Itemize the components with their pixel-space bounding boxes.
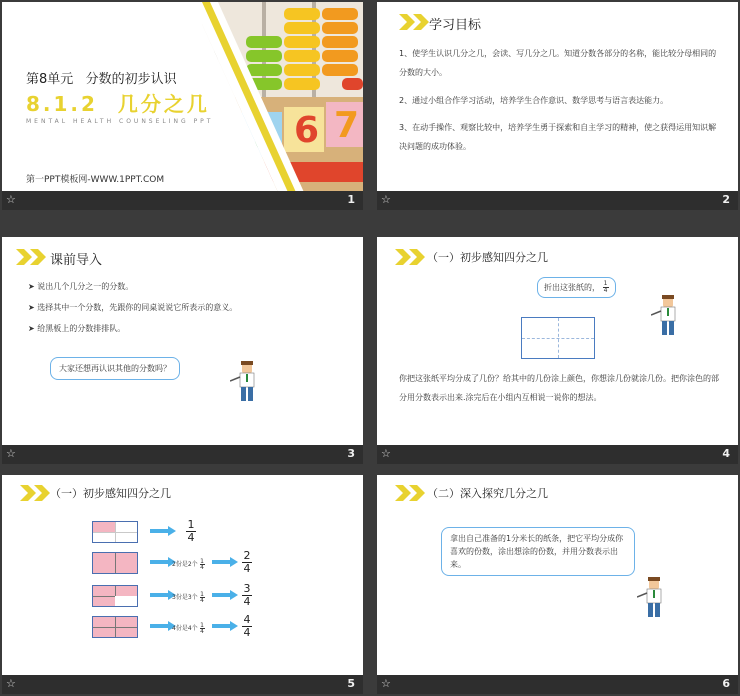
slide-title: （二）深入探究几分之几 [427, 487, 548, 500]
slide-4[interactable] [377, 237, 738, 464]
goal-item-1: 1、使学生认识几分之几，会读、写几分之几。知道分数各部分的名称，能比较分母相同的分数的大小。 [399, 49, 717, 77]
goal-item-2: 2、通过小组合作学习活动，培养学生合作意识、数学思考与语言表达能力。 [399, 96, 669, 105]
intro-item-3: ➤ 给黑板上的分数排排队。 [28, 324, 126, 333]
row-label-4: 4份是4个 $\frac{1}{4}$ [172, 622, 204, 635]
intro-item-2: ➤ 选择其中一个分数，先跟你的同桌说说它所表示的意义。 [28, 303, 238, 312]
unit-fraction: $\frac{1}{4}$ [200, 591, 204, 604]
slide-number: 4 [722, 447, 730, 460]
slide-bar [2, 445, 363, 464]
fraction-result-2: 2 4 [243, 549, 251, 575]
row-label-2: 2份是2个 $\frac{1}{4}$ [172, 558, 204, 571]
arrow-icon [212, 557, 238, 567]
fraction-result-3: 3 4 [243, 582, 251, 608]
number-6: 6 [294, 110, 320, 151]
slide-title: 课前导入 [50, 253, 103, 268]
star-icon: ☆ [381, 447, 391, 460]
teacher-icon [651, 295, 685, 337]
fraction-strip-4 [92, 616, 138, 638]
slide-title: （一）初步感知四分之几 [427, 251, 548, 264]
speech-bubble: 大家还想再认识其他的分数吗？ [50, 357, 180, 380]
arrow-icon [212, 621, 238, 631]
bubble-fraction: $\frac{1}{4}$ [603, 280, 608, 294]
paper-diagram [521, 317, 595, 359]
star-icon: ☆ [6, 193, 16, 206]
unit-fraction: $\frac{1}{4}$ [200, 622, 204, 635]
slide-1[interactable] [2, 2, 363, 210]
star-icon: ☆ [381, 677, 391, 690]
bullet-arrow-icon: ➤ [28, 303, 38, 312]
fraction-strip-3 [92, 585, 138, 607]
teacher-icon [230, 361, 264, 403]
slide-bar [2, 675, 363, 694]
slide-bar [377, 191, 738, 210]
fraction-result-4: 4 4 [243, 613, 251, 639]
intro-item-1: ➤ 说出几个几分之一的分数。 [28, 282, 134, 291]
bullet-arrow-icon: ➤ [28, 282, 38, 291]
arrow-icon [150, 526, 176, 536]
speech-bubble: 折出这张纸的， $\frac{1}{4}$ [537, 277, 616, 298]
slide-6[interactable] [377, 475, 738, 694]
slide-number: 5 [347, 677, 355, 690]
slide-5[interactable] [2, 475, 363, 694]
star-icon: ☆ [6, 677, 16, 690]
chevron-icon [20, 485, 54, 501]
chevron-icon [395, 249, 429, 265]
subtitle: MENTAL HEALTH COUNSELING PPT [26, 118, 214, 125]
star-icon: ☆ [6, 447, 16, 460]
arrow-icon [212, 590, 238, 600]
fraction-result-1: 1 4 [187, 518, 195, 544]
slide-bar [377, 675, 738, 694]
number-7: 7 [334, 105, 360, 146]
teacher-icon [637, 577, 671, 619]
chevron-icon [16, 249, 50, 265]
bullet-arrow-icon: ➤ [28, 324, 38, 333]
slide-3[interactable] [2, 237, 363, 464]
goal-item-3: 3、在动手操作、观察比较中，培养学生勇于探索和自主学习的精神，使之获得运用知识解决问题的成功体验。 [399, 123, 717, 151]
slide-bar [2, 191, 363, 210]
star-icon: ☆ [381, 193, 391, 206]
slide-title: 学习目标 [429, 18, 482, 33]
chevron-icon [395, 485, 429, 501]
chevron-icon [399, 14, 433, 30]
slide-number: 2 [722, 193, 730, 206]
fraction-strip-1 [92, 521, 138, 543]
slide-number: 1 [347, 193, 355, 206]
slide-bar [377, 445, 738, 464]
slide-number: 3 [347, 447, 355, 460]
speech-bubble: 拿出自己准备的1分米长的纸条，把它平均分成你喜欢的份数，涂出想涂的份数，并用分数表示出来。 [441, 527, 635, 576]
instruction-text: 你把这张纸平均分成了几份？给其中的几份涂上颜色，你想涂几份就涂几份。把你涂色的部分用分数表示出来.涂完后在小组内互相说一说你的想法。 [399, 374, 719, 402]
slide-2[interactable] [377, 2, 738, 210]
unit-title: 第8单元 分数的初步认识 [26, 72, 177, 87]
unit-fraction: $\frac{1}{4}$ [200, 558, 204, 571]
site-text: 第一PPT模板网-WWW.1PPT.COM [26, 175, 165, 185]
fraction-strip-2 [92, 552, 138, 574]
row-label-3: 3份是3个 $\frac{1}{4}$ [172, 591, 204, 604]
slide-number: 6 [722, 677, 730, 690]
slide-title: （一）初步感知四分之几 [50, 487, 171, 500]
lesson-title: 8.1.2 几分之几 [26, 92, 210, 116]
